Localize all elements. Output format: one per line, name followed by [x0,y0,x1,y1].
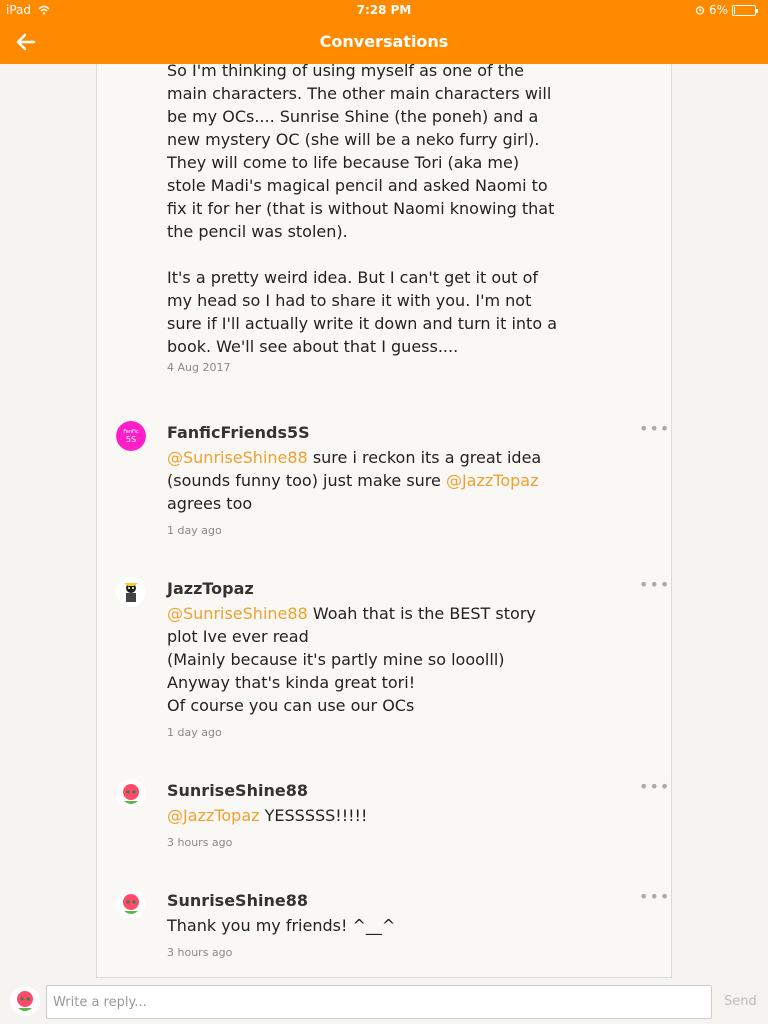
more-options-icon[interactable]: ••• [639,575,671,594]
svg-text:5S: 5S [125,435,137,444]
avatar[interactable] [116,421,146,451]
status-time: 7:28 PM [356,3,412,17]
mention-link[interactable]: @SunriseShine88 [167,448,308,467]
mention-link[interactable]: @SunriseShine88 [167,604,308,623]
sunrise-avatar-icon [116,779,146,809]
mention-link[interactable]: @JazzTopaz [445,471,539,490]
battery-percent: 6% [708,3,728,17]
status-right [695,3,756,17]
status-bar [0,0,768,20]
mention-link[interactable]: @JazzTopaz [167,806,260,825]
post-paragraph-2: It's a pretty weird idea. But I can't get it out of my head so I had to share it with you. I'm not sure if I'll actually write it down and turn it into a book. We'll see about that I guess.... [167,268,563,356]
send-button[interactable]: Send [724,994,757,1009]
svg-text:FanFic: FanFic [123,429,139,435]
comment-text: sure i reckon its a great idea (sounds funny too) just make sure [167,448,547,490]
battery-fill [734,7,735,14]
post-date: 4 Aug 2017 [167,361,231,374]
comment-username[interactable]: SunriseShine88 [167,781,308,800]
nav-bar [0,20,768,64]
more-options-icon[interactable]: ••• [639,777,671,796]
comment-text: Thank you my friends! ^__^ [167,916,396,935]
comment-time: 3 hours ago [167,836,233,849]
comment-text: Woah that is the BEST story plot Ive ever read (Mainly because it's partly mine so looolll) Anyway that's kinda great tori! Of course you can use our OCs [167,604,536,715]
more-options-icon[interactable]: ••• [639,419,671,438]
sunrise-avatar-icon [116,889,146,919]
comment-time: 3 hours ago [167,946,233,959]
more-options-icon[interactable]: ••• [639,887,671,906]
comment-time: 1 day ago [167,726,222,739]
reply-bar [0,978,768,1024]
comment-body [167,602,567,717]
comment-time: 1 day ago [167,524,222,537]
comment-text: agrees too [167,471,544,513]
alarm-icon [695,5,705,15]
fanfic-avatar-icon [116,421,146,451]
comment-text: YESSSSS!!!!! [259,806,368,825]
comment-username[interactable]: JazzTopaz [167,579,254,598]
device-name: iPad [6,3,32,17]
avatar[interactable] [116,779,146,809]
avatar[interactable] [116,577,146,607]
comment-body [167,914,567,937]
comment-username[interactable]: FanficFriends5S [167,423,310,442]
avatar[interactable] [116,889,146,919]
post-paragraph-1: So I'm thinking of using myself as one of the main characters. The other main characters will be my OCs.... Sunrise Shine (the poneh) and a new mystery OC (she will be a neko furry girl). They will come to life because Tori (aka me) stole Madi's magical pencil and asked Naomi to fix it for her (that is without Naomi knowing that the pencil was stolen). [167,64,560,241]
sunrise-avatar-icon [10,986,40,1016]
battery-icon [732,5,756,16]
page-title: Conversations [319,32,449,51]
reply-input[interactable] [46,985,712,1019]
comment-body [167,446,567,515]
comment-username[interactable]: SunriseShine88 [167,891,308,910]
current-user-avatar[interactable] [10,986,40,1016]
comment-body [167,804,567,827]
jazz-avatar-icon [116,577,146,607]
conversation-thread[interactable] [96,64,672,978]
